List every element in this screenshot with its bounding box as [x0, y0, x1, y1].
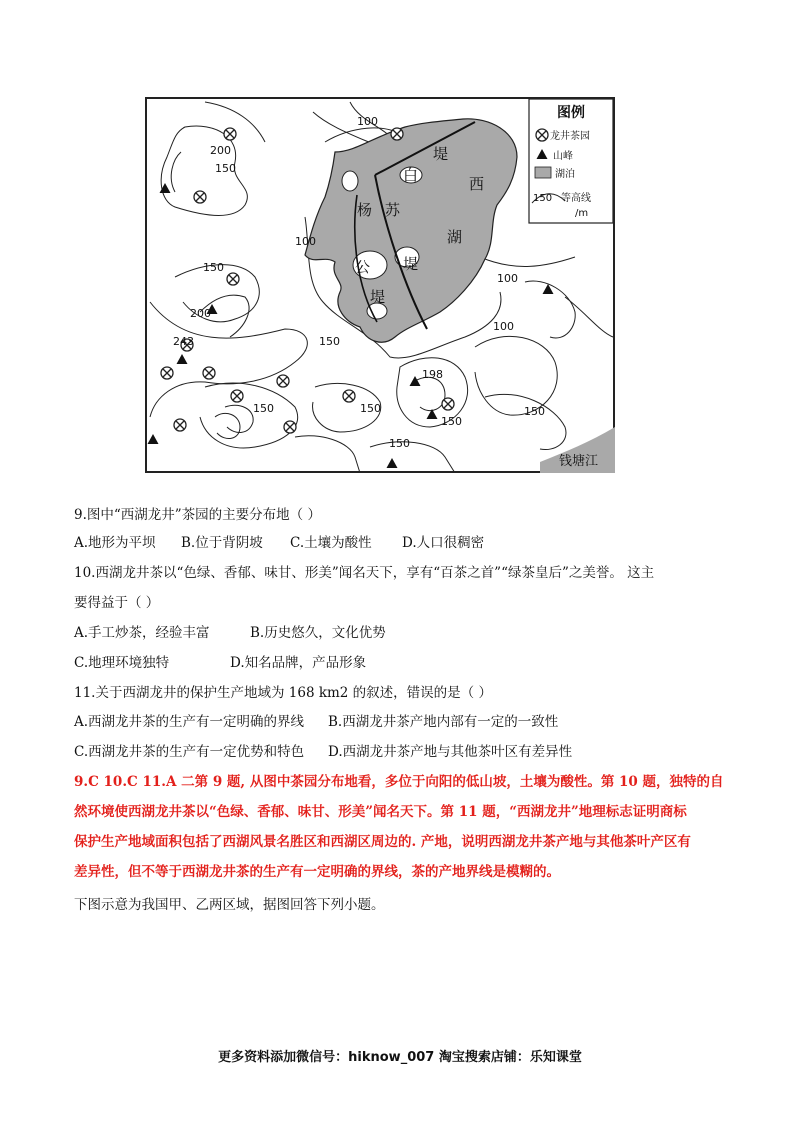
- q11-option-c: C.西湖龙井茶的生产有一定优势和特色: [74, 744, 305, 760]
- contour-label: 200: [190, 307, 211, 320]
- contour-label: 150: [389, 437, 410, 450]
- contour-label: 150: [524, 405, 545, 418]
- causeway-char: 堤: [403, 255, 419, 273]
- q9-option-a: A.地形为平坝: [74, 535, 156, 551]
- legend-label: 湖泊: [555, 169, 575, 180]
- contour-label: 243: [173, 335, 194, 348]
- answer-line: 然环境使西湖龙井茶以“色绿、香郁、味甘、形美”闻名天下。第 11 题，“西湖龙井”地理标志证明商标: [74, 804, 687, 820]
- q11-option-b: B.西湖龙井茶产地内部有一定的一致性: [328, 714, 559, 730]
- legend-label: 山峰: [553, 151, 573, 162]
- west-lake-map: [145, 97, 615, 473]
- question-10-stem: 10.西湖龙井茶以“色绿、香郁、味甘、形美”闻名天下，享有“百茶之首”“绿茶皇后”之美誉。 这主: [74, 565, 655, 581]
- lake-swatch: [535, 167, 551, 178]
- contour-label: 150: [203, 261, 224, 274]
- contour-label: 150: [441, 415, 462, 428]
- causeway-char: 白: [403, 166, 419, 184]
- answer-line: 保护生产地域面积包括了西湖风景名胜区和西湖区周边的. 产地，说明西湖龙井茶产地与其他茶叶产区有: [74, 834, 691, 850]
- legend-label: 龙井茶园: [550, 131, 590, 142]
- causeway-char: 苏: [385, 201, 401, 219]
- lake-name-char: 西: [469, 175, 485, 193]
- peak-elevation: 198: [422, 368, 443, 381]
- contour-label: 200: [210, 144, 231, 157]
- answer-line: 差异性，但不等于西湖龙井茶的生产有一定明确的界线，茶的产地界线是模糊的。: [74, 864, 560, 880]
- contour-label: 100: [497, 272, 518, 285]
- q10-option-c: C.地理环境独特: [74, 655, 170, 671]
- causeway-char: 堤: [370, 288, 386, 306]
- q10-option-a: A.手工炒茶，经验丰富: [74, 625, 210, 641]
- q10-option-d: D.知名品牌，产品形象: [230, 655, 367, 671]
- island: [342, 171, 358, 191]
- next-section-intro: 下图示意为我国甲、乙两区域，据图回答下列小题。: [74, 897, 385, 913]
- legend-contour-value: 150: [533, 193, 553, 204]
- q9-option-d: D.人口很稠密: [402, 535, 485, 551]
- contour-label: 100: [493, 320, 514, 333]
- lake-name-char: 湖: [447, 228, 463, 246]
- q11-option-d: D.西湖龙井茶产地与其他茶叶区有差异性: [328, 744, 573, 760]
- question-11-stem: 11.关于西湖龙井的保护生产地域为 168 km2 的叙述，错误的是（ ）: [74, 685, 492, 701]
- causeway-char: 公: [355, 258, 371, 276]
- footer-promo: 更多资料添加微信号：hiknow_007 淘宝搜索店铺：乐知课堂: [218, 1050, 582, 1065]
- legend-title: 图例: [557, 105, 585, 121]
- tea-garden-icon: [536, 129, 548, 141]
- contour-label: 100: [357, 115, 378, 128]
- river-label: 钱塘江: [559, 454, 599, 469]
- contour-label: 150: [319, 335, 340, 348]
- answer-explanation: [74, 767, 730, 887]
- q10-option-b: B.历史悠久，文化优势: [250, 625, 386, 641]
- q9-option-b: B.位于背阴坡: [181, 535, 263, 551]
- contour-label: 100: [295, 235, 316, 248]
- contour-label: 150: [215, 162, 236, 175]
- q11-option-a: A.西湖龙井茶的生产有一定明确的界线: [74, 714, 305, 730]
- legend-label: 等高线: [561, 193, 591, 204]
- causeway-char: 杨: [357, 201, 373, 219]
- map-legend: [529, 99, 613, 223]
- legend-unit: /m: [575, 208, 589, 219]
- question-9-stem: 9.图中“西湖龙井”茶园的主要分布地（ ）: [74, 507, 321, 523]
- causeway-char: 堤: [433, 145, 449, 163]
- q9-option-c: C.土壤为酸性: [290, 535, 372, 551]
- contour-label: 150: [360, 402, 381, 415]
- contour-label: 150: [253, 402, 274, 415]
- answer-line: 9.C 10.C 11.A 二第 9 题, 从图中茶园分布地看，多位于向阳的低山坡，土壤为酸性。第 10 题，独特的自: [74, 774, 724, 790]
- question-10-stem-cont: 要得益于（ ）: [74, 595, 160, 611]
